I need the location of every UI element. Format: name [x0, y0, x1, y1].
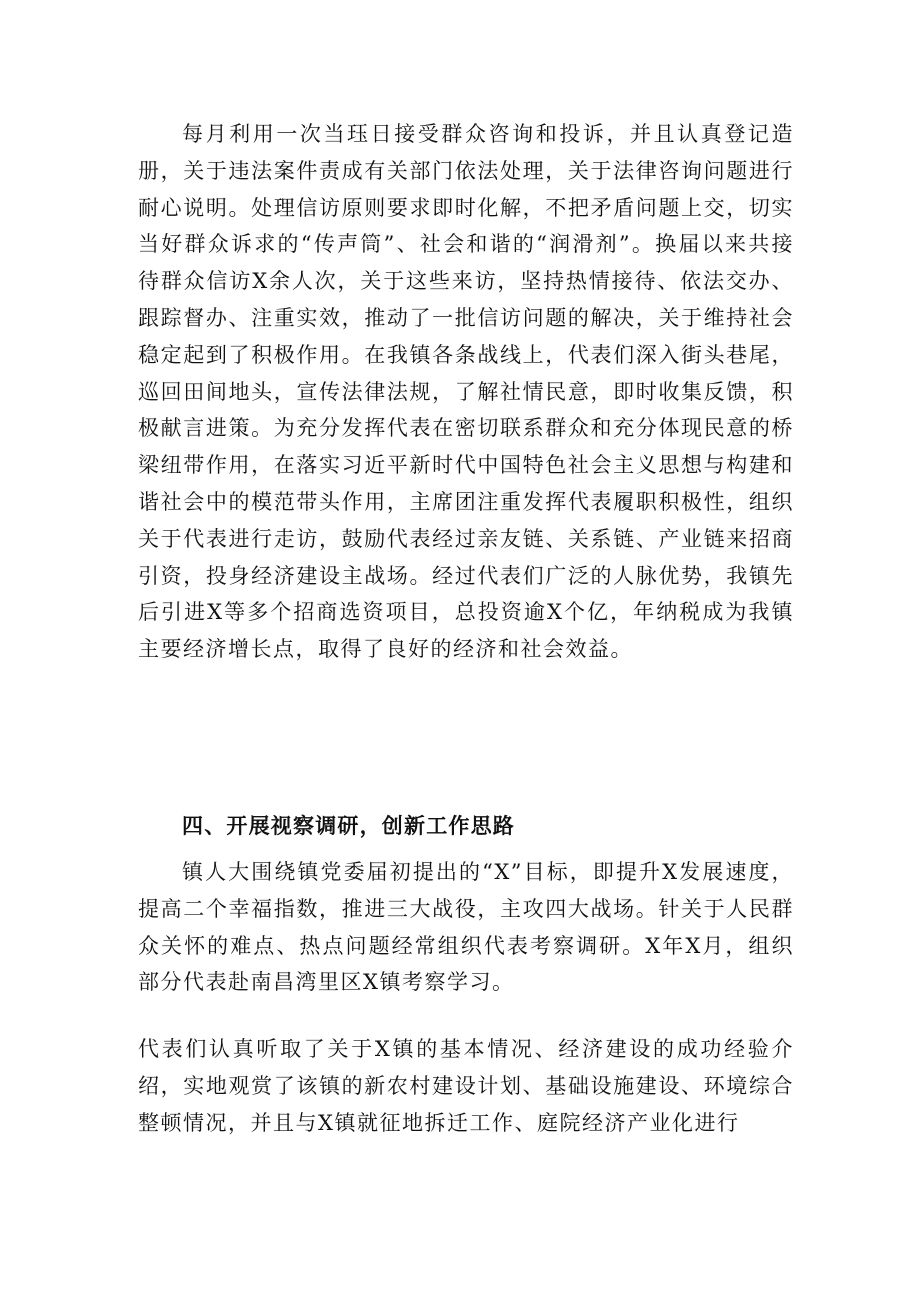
body-paragraph: 每月利用一次当珏日接受群众咨询和投诉，并且认真登记造册，关于违法案件责成有关部门依法处理，关于法律咨询问题进行耐心说明。处理信访原则要求即时化解，不把矛盾问题上交，切实当好群众诉求的“传声筒”、社会和谐的“润滑剂”。换届以来共接待群众信访X余人次，关于这些来访，坚持热情接待、依法交办、跟踪督办、注重实效，推动了一批信访问题的解决，关于维持社会稳定起到了积极作用。在我镇各条战线上，代表们深入街头巷尾，巡回田间地头，宣传法律法规，了解社情民意，即时收集反馈，积极献言进策。为充分发挥代表在密切联系群众和充分体现民意的桥梁纽带作用，在落实习近平新时代中国特色社会主义思想与构建和谐社会中的模范带头作用，主席团注重发挥代表履职积极性，组织关于代表进行走访，鼓励代表经过亲友链、关系链、产业链来招商引资，投身经济建设主战场。经过代表们广泛的人脉优势，我镇先后引进X等多个招商选资项目，总投资逾X个亿，年纳税成为我镇主要经济增长点，取得了良好的经济和社会效益。 [138, 122, 794, 662]
body-paragraph: 代表们认真听取了关于X镇的基本情况、经济建设的成功经验介绍，实地观赏了该镇的新农村建设计划、基础设施建设、环境综合整顿情况，并且与X镇就征地拆迁工作、庭院经济产业化进行 [138, 1037, 794, 1135]
section-heading: 四、开展视察调研，创新工作思路 [182, 813, 515, 838]
body-paragraph: 镇人大围绕镇党委届初提出的“X”目标，即提升X发展速度，提高二个幸福指数，推进三大战役，主攻四大战场。针关于人民群众关怀的难点、热点问题经常组织代表考察调研。X年X月，组织部分代表赴南昌湾里区X镇考察学习。 [138, 860, 794, 995]
